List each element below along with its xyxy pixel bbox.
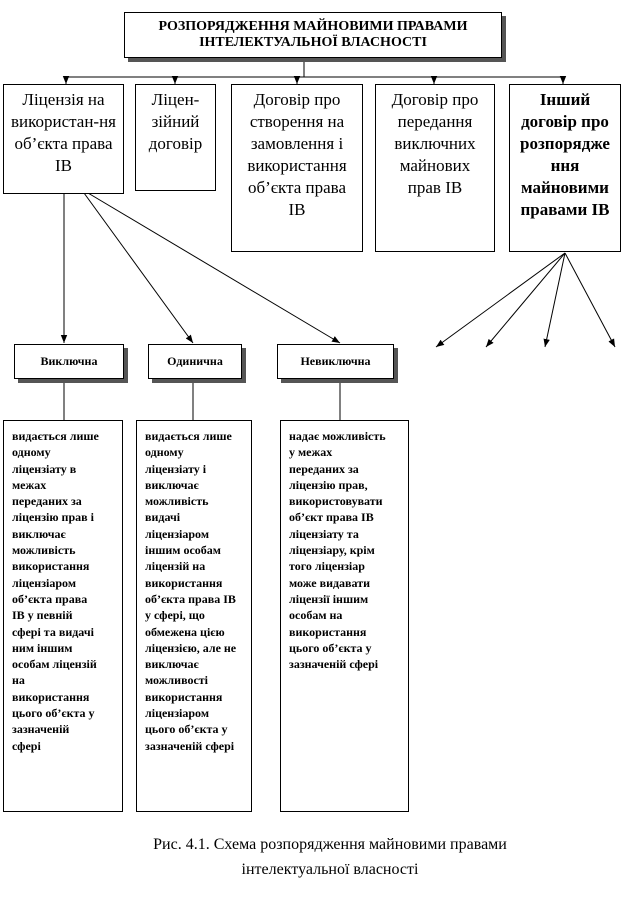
bus-arrows xyxy=(66,77,563,84)
figure-caption-line-2: інтелектуальної власності xyxy=(241,861,419,878)
license-box: Ліцензія на використан-ня об’єкта права ІВ xyxy=(3,84,124,194)
description-nonexclusive: надає можливість у межах переданих за ліцензію прав, використовувати об’єкт права ІВ ліцензіату та ліцензіару, крім того ліцензіар може видавати ліцензії іншим особам на використання цього об’єкта у зазначеній сфері xyxy=(280,420,409,812)
license-type-nonexclusive: Невиключна xyxy=(277,344,394,379)
figure-caption-line-1: Рис. 4.1. Схема розпорядження майновими правами xyxy=(153,836,507,853)
exclusive-rights-transfer-box: Договір про передання виключних майнових прав ІВ xyxy=(375,84,495,252)
diagram-title: РОЗПОРЯДЖЕННЯ МАЙНОВИМИ ПРАВАМИ ІНТЕЛЕКТУАЛЬНОЇ ВЛАСНОСТІ xyxy=(124,12,502,58)
commissioning-agreement-box: Договір про створення на замовлення і використання об’єкта права ІВ xyxy=(231,84,363,252)
other-agreement-box: Інший договір про розпорядже ння майновими правами ІВ xyxy=(509,84,621,252)
other-agreement-arrows xyxy=(436,253,615,347)
license-agreement-box: Ліцен-зійний договір xyxy=(135,84,216,191)
description-single: видається лише одному ліцензіату і виключає можливість видачі ліцензіаром іншим особам ліцензій на використання об’єкта права ІВ у сфері, що обмежена цією ліцензією, але не виключає можливості використання ліцензіаром цього об’єкта у зазначеній сфері xyxy=(136,420,252,812)
type-description-connectors xyxy=(64,379,340,420)
description-exclusive: видається лише одному ліцензіату в межах переданих за ліцензію прав і виключає можливість використання ліцензіаром об’єкта права ІВ у певній сфері та видачі ним іншим особам ліцензій на використання цього об’єкта у зазначеній сфері xyxy=(3,420,123,812)
license-type-single: Одинична xyxy=(148,344,242,379)
license-type-exclusive: Виключна xyxy=(14,344,124,379)
